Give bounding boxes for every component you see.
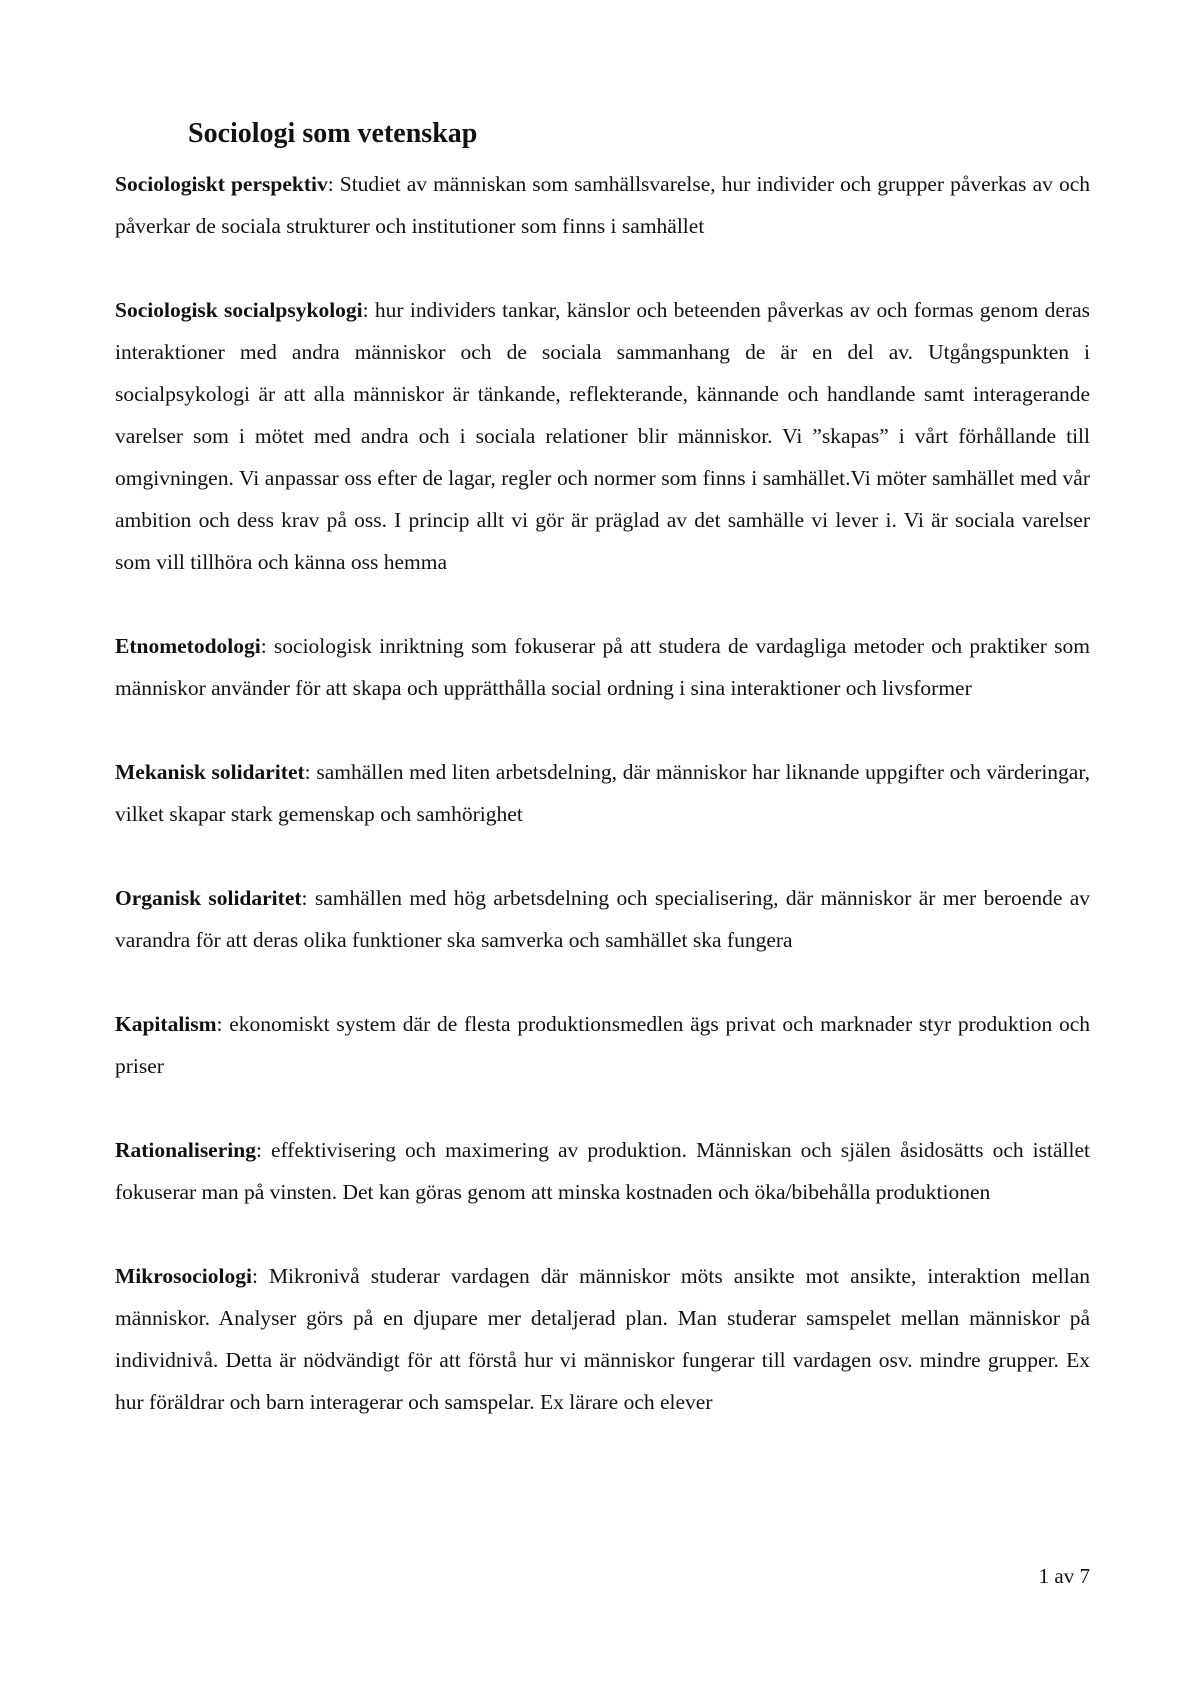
entry-definition: : Studiet av människan som samhällsvarelse, hur individer och grupper påverkas av och påverkar de sociala strukturer och institutioner som finns i samhället bbox=[115, 172, 1090, 238]
entry-term: Etnometodologi bbox=[115, 634, 261, 658]
definition-entry bbox=[115, 163, 1090, 247]
definition-entry bbox=[115, 1255, 1090, 1423]
entry-term: Rationalisering bbox=[115, 1138, 256, 1162]
entry-definition: : Mikronivå studerar vardagen där människor möts ansikte mot ansikte, interaktion mellan människor. Analyser görs på en djupare mer detaljerad plan. Man studerar samspelet mellan människor på individnivå. Detta är nödvändigt för att förstå hur vi människor fungerar till vardagen osv. mindre grupper. Ex hur föräldrar och barn interagerar och samspelar. Ex lärare och elever bbox=[115, 1264, 1090, 1414]
definition-entry bbox=[115, 289, 1090, 583]
definition-entry bbox=[115, 751, 1090, 835]
document-body bbox=[115, 163, 1090, 1465]
definition-entry bbox=[115, 1003, 1090, 1087]
entry-definition: : samhällen med liten arbetsdelning, där människor har liknande uppgifter och värderingar, vilket skapar stark gemenskap och samhörighet bbox=[115, 760, 1091, 826]
definition-entry bbox=[115, 1129, 1090, 1213]
entry-term: Organisk solidaritet bbox=[115, 886, 302, 910]
page-number: 1 av 7 bbox=[1038, 1564, 1090, 1588]
document-title: Sociologi som vetenskap bbox=[188, 118, 478, 149]
entry-term: Sociologisk socialpsykologi bbox=[115, 298, 363, 322]
entry-term: Kapitalism bbox=[115, 1012, 217, 1036]
entry-definition: : effektivisering och maximering av produktion. Människan och själen åsidosätts och istället fokuserar man på vinsten. Det kan göras genom att minska kostnaden och öka/bibehålla produktionen bbox=[115, 1138, 1090, 1204]
entry-definition: : samhällen med hög arbetsdelning och specialisering, där människor är mer beroende av varandra för att deras olika funktioner ska samverka och samhället ska fungera bbox=[115, 886, 1090, 952]
entry-term: Sociologiskt perspektiv bbox=[115, 172, 328, 196]
entry-definition: : hur individers tankar, känslor och beteenden påverkas av och formas genom deras interaktioner med andra människor och de sociala sammanhang de är en del av. Utgångspunkten i socialpsykologi är att alla människor är tänkande, reflekterande, kännande och handlande samt interagerande varelser som i mötet med andra och i sociala relationer blir människor. Vi ”skapas” i vårt förhållande till omgivningen. Vi anpassar oss efter de lagar, regler och normer som finns i samhället.Vi möter samhället med vår ambition och dess krav på oss. I princip allt vi gör är präglad av det samhälle vi lever i. Vi är sociala varelser som vill tillhöra och känna oss hemma bbox=[115, 298, 1090, 574]
definition-entry bbox=[115, 625, 1090, 709]
entry-definition: : sociologisk inriktning som fokuserar på att studera de vardagliga metoder och praktiker som människor använder för att skapa och upprätthålla social ordning i sina interaktioner och livsformer bbox=[115, 634, 1090, 700]
definition-entry bbox=[115, 877, 1090, 961]
entry-term: Mekanisk solidaritet bbox=[115, 760, 305, 784]
entry-definition: : ekonomiskt system där de flesta produktionsmedlen ägs privat och marknader styr produktion och priser bbox=[115, 1012, 1090, 1078]
entry-term: Mikrosociologi bbox=[115, 1264, 252, 1288]
